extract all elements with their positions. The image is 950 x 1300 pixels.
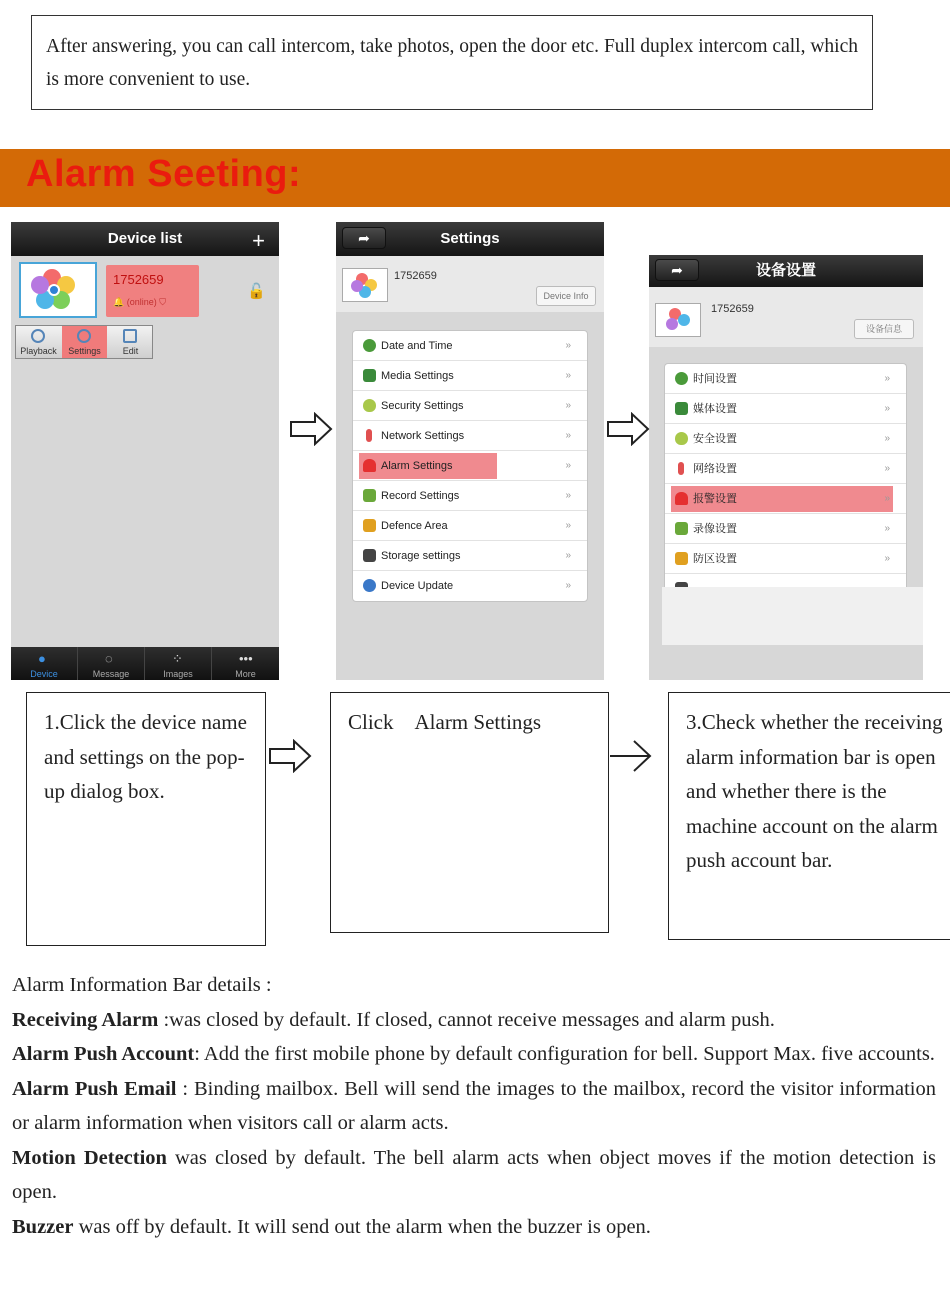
menu-alarm[interactable]: 报警设置 » [665, 484, 906, 514]
step-1-box [26, 692, 266, 946]
flower-petal [678, 314, 690, 326]
cn-device-header [649, 287, 923, 347]
menu-device-update[interactable]: Device Update » [353, 571, 587, 601]
storage-icon [363, 549, 376, 562]
menu-defence-area[interactable]: Defence Area » [353, 511, 587, 541]
images-icon: ⁘ [172, 651, 183, 666]
menu-security[interactable]: 安全设置 » [665, 424, 906, 454]
menu-media[interactable]: 媒体设置 » [665, 394, 906, 424]
step-2-box [330, 692, 609, 933]
person-icon: ● [38, 651, 46, 666]
device-thumbnail [342, 268, 388, 302]
flower-petal [31, 276, 49, 294]
media-icon [675, 402, 688, 415]
details-heading: Alarm Information Bar details : [12, 974, 272, 996]
popup-settings[interactable]: Settings [62, 326, 107, 358]
arrow-right-icon [608, 739, 652, 773]
device-thumbnail [655, 303, 701, 337]
popup-edit[interactable]: Edit [108, 326, 153, 358]
lock-icon [675, 552, 688, 565]
settings-menu [352, 330, 588, 602]
edit-icon [123, 329, 137, 343]
phone-device-list [11, 222, 279, 680]
cn-settings-menu [664, 363, 907, 593]
phone-settings-chinese [649, 255, 923, 680]
settings-icon [77, 329, 91, 343]
bottom-tabbar [11, 647, 279, 680]
device-status: 🔔 (online) ⛉ [113, 297, 166, 307]
back-button[interactable]: ➦ [655, 259, 699, 281]
network-icon [678, 462, 684, 475]
section-banner [0, 149, 950, 207]
menu-cutoff [662, 587, 923, 645]
device-thumbnail[interactable] [19, 262, 97, 318]
shield-icon [675, 432, 688, 445]
message-icon: ◌ [105, 651, 113, 666]
menu-storage-settings[interactable]: Storage settings » [353, 541, 587, 571]
clock-icon [363, 339, 376, 352]
detail-alarm-push-account: Alarm Push Account: Add the first mobile phone by default configuration for bell. Support Max. five accounts. [12, 1043, 935, 1065]
record-icon [363, 489, 376, 502]
step-1-text: 1.Click the device name and settings on the pop-up dialog box. [44, 710, 247, 803]
menu-record-settings[interactable]: Record Settings » [353, 481, 587, 511]
section-title: Alarm Seeting: [26, 153, 302, 195]
step-3-box [668, 692, 950, 940]
add-device-button[interactable]: + [252, 228, 265, 253]
lock-icon [363, 519, 376, 532]
menu-alarm-settings[interactable]: Alarm Settings » [353, 451, 587, 481]
menu-record[interactable]: 录像设置 » [665, 514, 906, 544]
device-info-button[interactable]: 设备信息 [854, 319, 914, 339]
intro-box [31, 15, 873, 110]
cn-settings-titlebar [649, 255, 923, 287]
step-3-text: 3.Check whether the receiving alarm information bar is open and whether there is the machine account on the alarm push account bar. [686, 710, 943, 872]
playback-icon [31, 329, 45, 343]
menu-time[interactable]: 时间设置 » [665, 364, 906, 394]
flower-petal [351, 280, 363, 292]
network-icon [366, 429, 372, 442]
lock-icon[interactable]: 🔓 [247, 283, 266, 300]
menu-network[interactable]: 网络设置 » [665, 454, 906, 484]
back-button[interactable]: ➦ [342, 227, 386, 249]
menu-defence[interactable]: 防区设置 » [665, 544, 906, 574]
tab-more[interactable]: ••• More [235, 651, 256, 679]
arrow-right-icon [289, 412, 333, 446]
device-list-titlebar [11, 222, 279, 256]
shield-icon [363, 399, 376, 412]
tab-images[interactable]: ⁘ Images [145, 647, 212, 680]
clock-icon [675, 372, 688, 385]
detail-receiving-alarm: Receiving Alarm :was closed by default. If closed, cannot receive messages and alarm push. [12, 1008, 775, 1031]
media-icon [363, 369, 376, 382]
device-popup-bar [15, 325, 153, 359]
alarm-details [12, 968, 936, 1244]
play-icon [48, 284, 60, 296]
settings-device-header [336, 256, 604, 312]
flower-petal [666, 318, 678, 330]
settings-titlebar [336, 222, 604, 256]
cn-settings-title: 设备设置 [755, 262, 816, 279]
detail-alarm-push-email: Alarm Push Email : Binding mailbox. Bell will send the images to the mailbox, record the visitor information or alarm information when visitors call or alarm acts. [12, 1077, 936, 1134]
device-list-title: Device list [107, 230, 183, 247]
detail-motion-detection: Motion Detection was closed by default. The bell alarm acts when object moves if the motion detection is open. [12, 1146, 936, 1203]
phone-settings [336, 222, 604, 680]
alarm-bell-icon [363, 459, 376, 472]
intro-text: After answering, you can call intercom, take photos, open the door etc. Full duplex intercom call, which is more convenient to use. [46, 36, 858, 90]
alarm-bell-icon [675, 492, 688, 505]
step-2-text: Click Alarm Settings [348, 710, 542, 734]
settings-title: Settings [440, 230, 500, 247]
tab-message[interactable]: ◌ Message [78, 647, 145, 680]
device-info-button[interactable]: Device Info [536, 286, 596, 306]
popup-playback[interactable]: Playback [16, 326, 61, 358]
detail-buzzer: Buzzer was off by default. It will send out the alarm when the buzzer is open. [12, 1215, 651, 1238]
device-id: 1752659 [711, 303, 754, 315]
arrow-right-icon [268, 739, 312, 773]
more-icon: ••• [239, 651, 253, 666]
arrow-right-icon [606, 412, 650, 446]
menu-network-settings[interactable]: Network Settings » [353, 421, 587, 451]
menu-date-time[interactable]: Date and Time » [353, 331, 587, 361]
update-icon [363, 579, 376, 592]
device-card[interactable] [106, 265, 199, 317]
menu-media-settings[interactable]: Media Settings » [353, 361, 587, 391]
device-id: 1752659 [113, 272, 164, 287]
tab-device[interactable]: ● Device [11, 647, 78, 680]
device-id: 1752659 [394, 270, 437, 282]
record-icon [675, 522, 688, 535]
menu-security-settings[interactable]: Security Settings » [353, 391, 587, 421]
